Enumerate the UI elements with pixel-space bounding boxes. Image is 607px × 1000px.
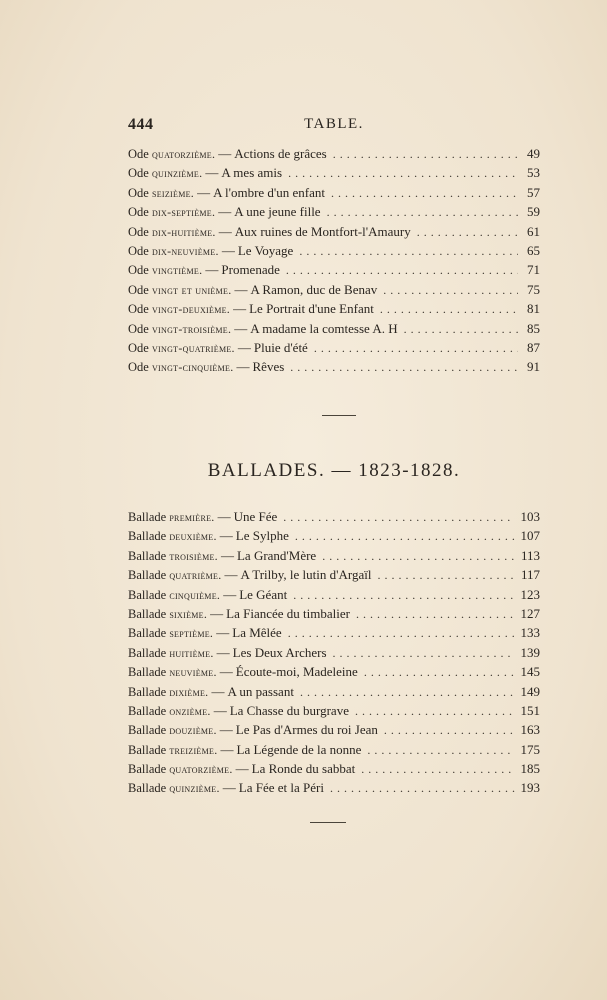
entry-title: Actions de grâces — [234, 146, 327, 161]
entry-title: Le Géant — [239, 586, 288, 602]
entry-page: 103 — [520, 509, 540, 524]
entry-kind: Ode — [128, 282, 149, 297]
entry-ordinal: treizième. — [169, 742, 218, 757]
dash-separator: — — [235, 761, 249, 777]
entry-ordinal: dix-huitième. — [151, 224, 216, 239]
entry-kind: Ballade — [128, 548, 167, 563]
entry-title: La Ronde du sabbat — [251, 761, 356, 777]
entry-title: Promenade — [221, 262, 280, 278]
entry-title: Une Fée — [233, 509, 278, 524]
toc-entry — [128, 301, 540, 320]
dot-leader — [327, 205, 518, 220]
entry-label — [128, 302, 230, 317]
toc-entry — [128, 204, 540, 223]
dot-leader — [361, 762, 514, 777]
toc-entry — [128, 185, 540, 204]
entry-page: 107 — [520, 528, 540, 544]
entry-kind: Ballade — [128, 762, 167, 777]
dot-leader — [314, 341, 518, 356]
entry-ordinal: neuvième. — [169, 665, 217, 680]
entry-page: 117 — [520, 567, 540, 583]
entry-label — [128, 510, 215, 525]
entry-ordinal: troisième. — [169, 548, 218, 563]
entry-kind: Ballade — [128, 742, 167, 757]
entry-page: 175 — [520, 741, 540, 757]
toc-entry — [128, 528, 540, 547]
dash-separator: — — [221, 242, 235, 258]
entry-ordinal: septième. — [169, 626, 214, 641]
entry-label — [128, 322, 231, 337]
dot-leader — [293, 588, 514, 603]
entry-title: La Légende de la nonne — [236, 741, 362, 757]
dot-leader — [283, 510, 514, 525]
entry-ordinal: sixième. — [169, 606, 208, 621]
entry-label — [128, 588, 220, 603]
entry-ordinal: vingt-troisième. — [151, 321, 232, 336]
entry-title: A une jeune fille — [234, 204, 321, 220]
dash-separator: — — [205, 165, 219, 181]
entry-title: La Chasse du burgrave — [229, 702, 349, 718]
entry-title: La Mêlée — [232, 625, 282, 641]
entry-title: A mes amis — [221, 165, 283, 181]
entry-title: A Ramon, duc de Benav — [250, 281, 378, 297]
entry-ordinal: vingt-cinquième. — [151, 360, 234, 375]
entry-kind: Ode — [128, 185, 149, 200]
entry-title: La Grand'Mère — [236, 547, 317, 563]
toc-entry — [128, 684, 540, 703]
toc-entry — [128, 340, 540, 359]
dash-separator: — — [233, 301, 247, 317]
dot-leader — [384, 723, 515, 738]
dash-separator: — — [237, 339, 251, 355]
toc-entry — [128, 761, 540, 780]
page-number: 444 — [128, 116, 154, 133]
entry-kind: Ode — [128, 302, 149, 317]
entry-page: 49 — [527, 146, 540, 161]
entry-page: 85 — [527, 320, 540, 336]
entry-page: 65 — [527, 242, 540, 258]
entry-label — [128, 166, 202, 181]
entry-kind: Ode — [128, 147, 149, 161]
entry-label — [128, 607, 207, 622]
entry-kind: Ballade — [128, 781, 167, 796]
entry-page: 53 — [527, 165, 540, 181]
entry-ordinal: vingt et unième. — [151, 282, 232, 297]
toc-entry — [128, 703, 540, 722]
dash-separator: — — [219, 664, 233, 680]
dash-separator: — — [216, 625, 230, 641]
entry-ordinal: cinquième. — [169, 587, 221, 602]
entry-kind: Ode — [128, 205, 149, 220]
entry-ordinal: vingtième. — [151, 263, 203, 278]
dash-separator: — — [213, 702, 227, 718]
dot-leader — [364, 665, 515, 680]
entry-label — [128, 568, 222, 583]
entry-label — [128, 186, 194, 201]
entry-ordinal: vingt-deuxième. — [151, 302, 231, 317]
dash-separator: — — [220, 547, 234, 563]
dash-separator: — — [236, 359, 250, 375]
dot-leader — [333, 147, 518, 162]
entry-page: 91 — [527, 359, 540, 375]
entry-page: 81 — [527, 301, 540, 317]
ballades-list — [128, 509, 540, 800]
running-title: TABLE. — [304, 116, 364, 132]
entry-page: 127 — [520, 605, 540, 621]
entry-title: Les Deux Archers — [232, 644, 327, 660]
entry-label — [128, 762, 233, 777]
entry-page: 57 — [527, 184, 540, 200]
entry-label — [128, 529, 217, 544]
dash-separator: — — [218, 204, 232, 220]
entry-kind: Ballade — [128, 645, 167, 660]
page-header — [128, 116, 540, 138]
entry-kind: Ballade — [128, 587, 167, 602]
end-divider — [310, 822, 346, 823]
entry-label — [128, 685, 208, 700]
entry-label — [128, 263, 202, 278]
dot-leader — [417, 225, 518, 240]
entry-label — [128, 743, 218, 758]
entry-page: 185 — [520, 761, 540, 777]
entry-kind: Ballade — [128, 510, 167, 524]
entry-page: 113 — [520, 547, 540, 563]
dot-leader — [377, 568, 515, 583]
dot-leader — [288, 166, 518, 181]
dash-separator: — — [223, 586, 237, 602]
entry-title: A Trilby, le lutin d'Argaïl — [240, 567, 372, 583]
entry-page: 151 — [520, 702, 540, 718]
entry-kind: Ballade — [128, 684, 167, 699]
entry-ordinal: première. — [169, 510, 215, 524]
entry-title: La Fiancée du timbalier — [226, 605, 350, 621]
dash-separator: — — [219, 722, 233, 738]
toc-entry — [128, 645, 540, 664]
dash-separator: — — [218, 223, 232, 239]
entry-label — [128, 147, 215, 162]
dot-leader — [288, 626, 515, 641]
entry-label — [128, 549, 218, 564]
entry-page: 163 — [520, 722, 540, 738]
entry-page: 75 — [527, 281, 540, 297]
dot-leader — [300, 685, 515, 700]
entry-page: 87 — [527, 339, 540, 355]
entry-title: Rêves — [252, 359, 285, 375]
dash-separator: — — [217, 509, 231, 524]
entry-kind: Ballade — [128, 665, 167, 680]
entry-kind: Ode — [128, 321, 149, 336]
dot-leader — [404, 322, 518, 337]
dash-separator: — — [222, 780, 236, 796]
entry-page: 149 — [520, 683, 540, 699]
entry-ordinal: dixième. — [169, 684, 209, 699]
entry-title: A un passant — [227, 683, 294, 699]
entry-label — [128, 205, 215, 220]
entry-kind: Ode — [128, 340, 149, 355]
entry-kind: Ode — [128, 263, 149, 278]
entry-page: 145 — [520, 664, 540, 680]
dot-leader — [295, 529, 515, 544]
toc-entry — [128, 625, 540, 644]
dash-separator: — — [219, 528, 233, 544]
toc-entry — [128, 509, 540, 528]
dot-leader — [322, 549, 515, 564]
entry-label — [128, 341, 235, 356]
toc-entry — [128, 359, 540, 378]
entry-title: Le Voyage — [237, 242, 294, 258]
dash-separator: — — [211, 683, 225, 699]
dot-leader — [290, 360, 518, 375]
dash-separator: — — [197, 184, 211, 200]
toc-entry — [128, 243, 540, 262]
entry-kind: Ballade — [128, 723, 167, 738]
entry-label — [128, 283, 232, 298]
entry-title: Aux ruines de Montfort-l'Amaury — [234, 223, 411, 239]
toc-entry — [128, 587, 540, 606]
entry-kind: Ode — [128, 166, 149, 181]
dot-leader — [355, 704, 515, 719]
dash-separator: — — [220, 741, 234, 757]
entry-kind: Ballade — [128, 626, 167, 641]
toc-entry — [128, 146, 540, 165]
entry-title: Le Portrait d'une Enfant — [249, 301, 374, 317]
toc-entry — [128, 282, 540, 301]
entry-kind: Ballade — [128, 529, 167, 544]
section-title: BALLADES. — 1823-1828. — [207, 460, 461, 481]
dot-leader — [299, 244, 518, 259]
entry-ordinal: huitième. — [169, 645, 214, 660]
dot-leader — [383, 283, 518, 298]
entry-label — [128, 244, 219, 259]
entry-page: 133 — [520, 625, 540, 641]
toc-entry — [128, 780, 540, 799]
dot-leader — [333, 646, 515, 661]
toc-entry — [128, 664, 540, 683]
entry-ordinal: dix-septième. — [151, 205, 216, 220]
dot-leader — [286, 263, 518, 278]
entry-title: Le Pas d'Armes du roi Jean — [235, 722, 378, 738]
entry-title: La Fée et la Péri — [238, 780, 324, 796]
entry-label — [128, 360, 234, 375]
dash-separator: — — [210, 605, 224, 621]
entry-kind: Ballade — [128, 703, 167, 718]
dot-leader — [330, 781, 515, 796]
entry-label — [128, 723, 217, 738]
entry-kind: Ballade — [128, 568, 167, 583]
toc-entry — [128, 606, 540, 625]
entry-title: Écoute-moi, Madeleine — [235, 664, 358, 680]
entry-kind: Ballade — [128, 606, 167, 621]
entry-title: Pluie d'été — [253, 339, 308, 355]
entry-title: A madame la comtesse A. H — [250, 320, 398, 336]
entry-ordinal: seizième. — [151, 185, 195, 200]
entry-label — [128, 665, 217, 680]
entry-kind: Ode — [128, 224, 149, 239]
toc-entry — [128, 321, 540, 340]
entry-ordinal: deuxième. — [169, 529, 217, 544]
toc-entry — [128, 224, 540, 243]
entry-page: 61 — [527, 223, 540, 239]
entry-kind: Ode — [128, 243, 149, 258]
entry-ordinal: vingt-quatrième. — [151, 340, 235, 355]
entry-page: 71 — [527, 262, 540, 278]
odes-list — [128, 146, 540, 379]
entry-page: 193 — [520, 780, 540, 796]
entry-page: 59 — [527, 204, 540, 220]
dot-leader — [367, 743, 514, 758]
entry-label — [128, 781, 220, 796]
dash-separator: — — [218, 146, 232, 161]
dash-separator: — — [216, 644, 230, 660]
dot-leader — [356, 607, 515, 622]
dash-separator: — — [234, 281, 248, 297]
section-divider — [322, 415, 356, 416]
entry-label — [128, 704, 211, 719]
entry-title: Le Sylphe — [235, 528, 289, 544]
dash-separator: — — [234, 320, 248, 336]
entry-ordinal: quatrième. — [169, 568, 222, 583]
entry-ordinal: quinzième. — [151, 166, 203, 181]
toc-entry — [128, 165, 540, 184]
dash-separator: — — [205, 262, 219, 278]
entry-ordinal: quinzième. — [169, 781, 220, 796]
entry-label — [128, 225, 216, 240]
entry-kind: Ode — [128, 360, 149, 375]
toc-entry — [128, 548, 540, 567]
entry-ordinal: quatorzième. — [151, 147, 216, 161]
toc-entry — [128, 722, 540, 741]
entry-page: 139 — [520, 644, 540, 660]
entry-label — [128, 626, 213, 641]
entry-ordinal: quatorzième. — [169, 762, 233, 777]
entry-ordinal: dix-neuvième. — [151, 243, 219, 258]
entry-ordinal: douzième. — [169, 723, 217, 738]
toc-entry — [128, 742, 540, 761]
entry-title: A l'ombre d'un enfant — [213, 184, 326, 200]
toc-entry — [128, 567, 540, 586]
entry-ordinal: onzième. — [169, 703, 211, 718]
toc-entry — [128, 262, 540, 281]
entry-label — [128, 646, 214, 661]
dot-leader — [380, 302, 518, 317]
dash-separator: — — [224, 567, 238, 583]
dot-leader — [331, 186, 518, 201]
entry-page: 123 — [520, 586, 540, 602]
